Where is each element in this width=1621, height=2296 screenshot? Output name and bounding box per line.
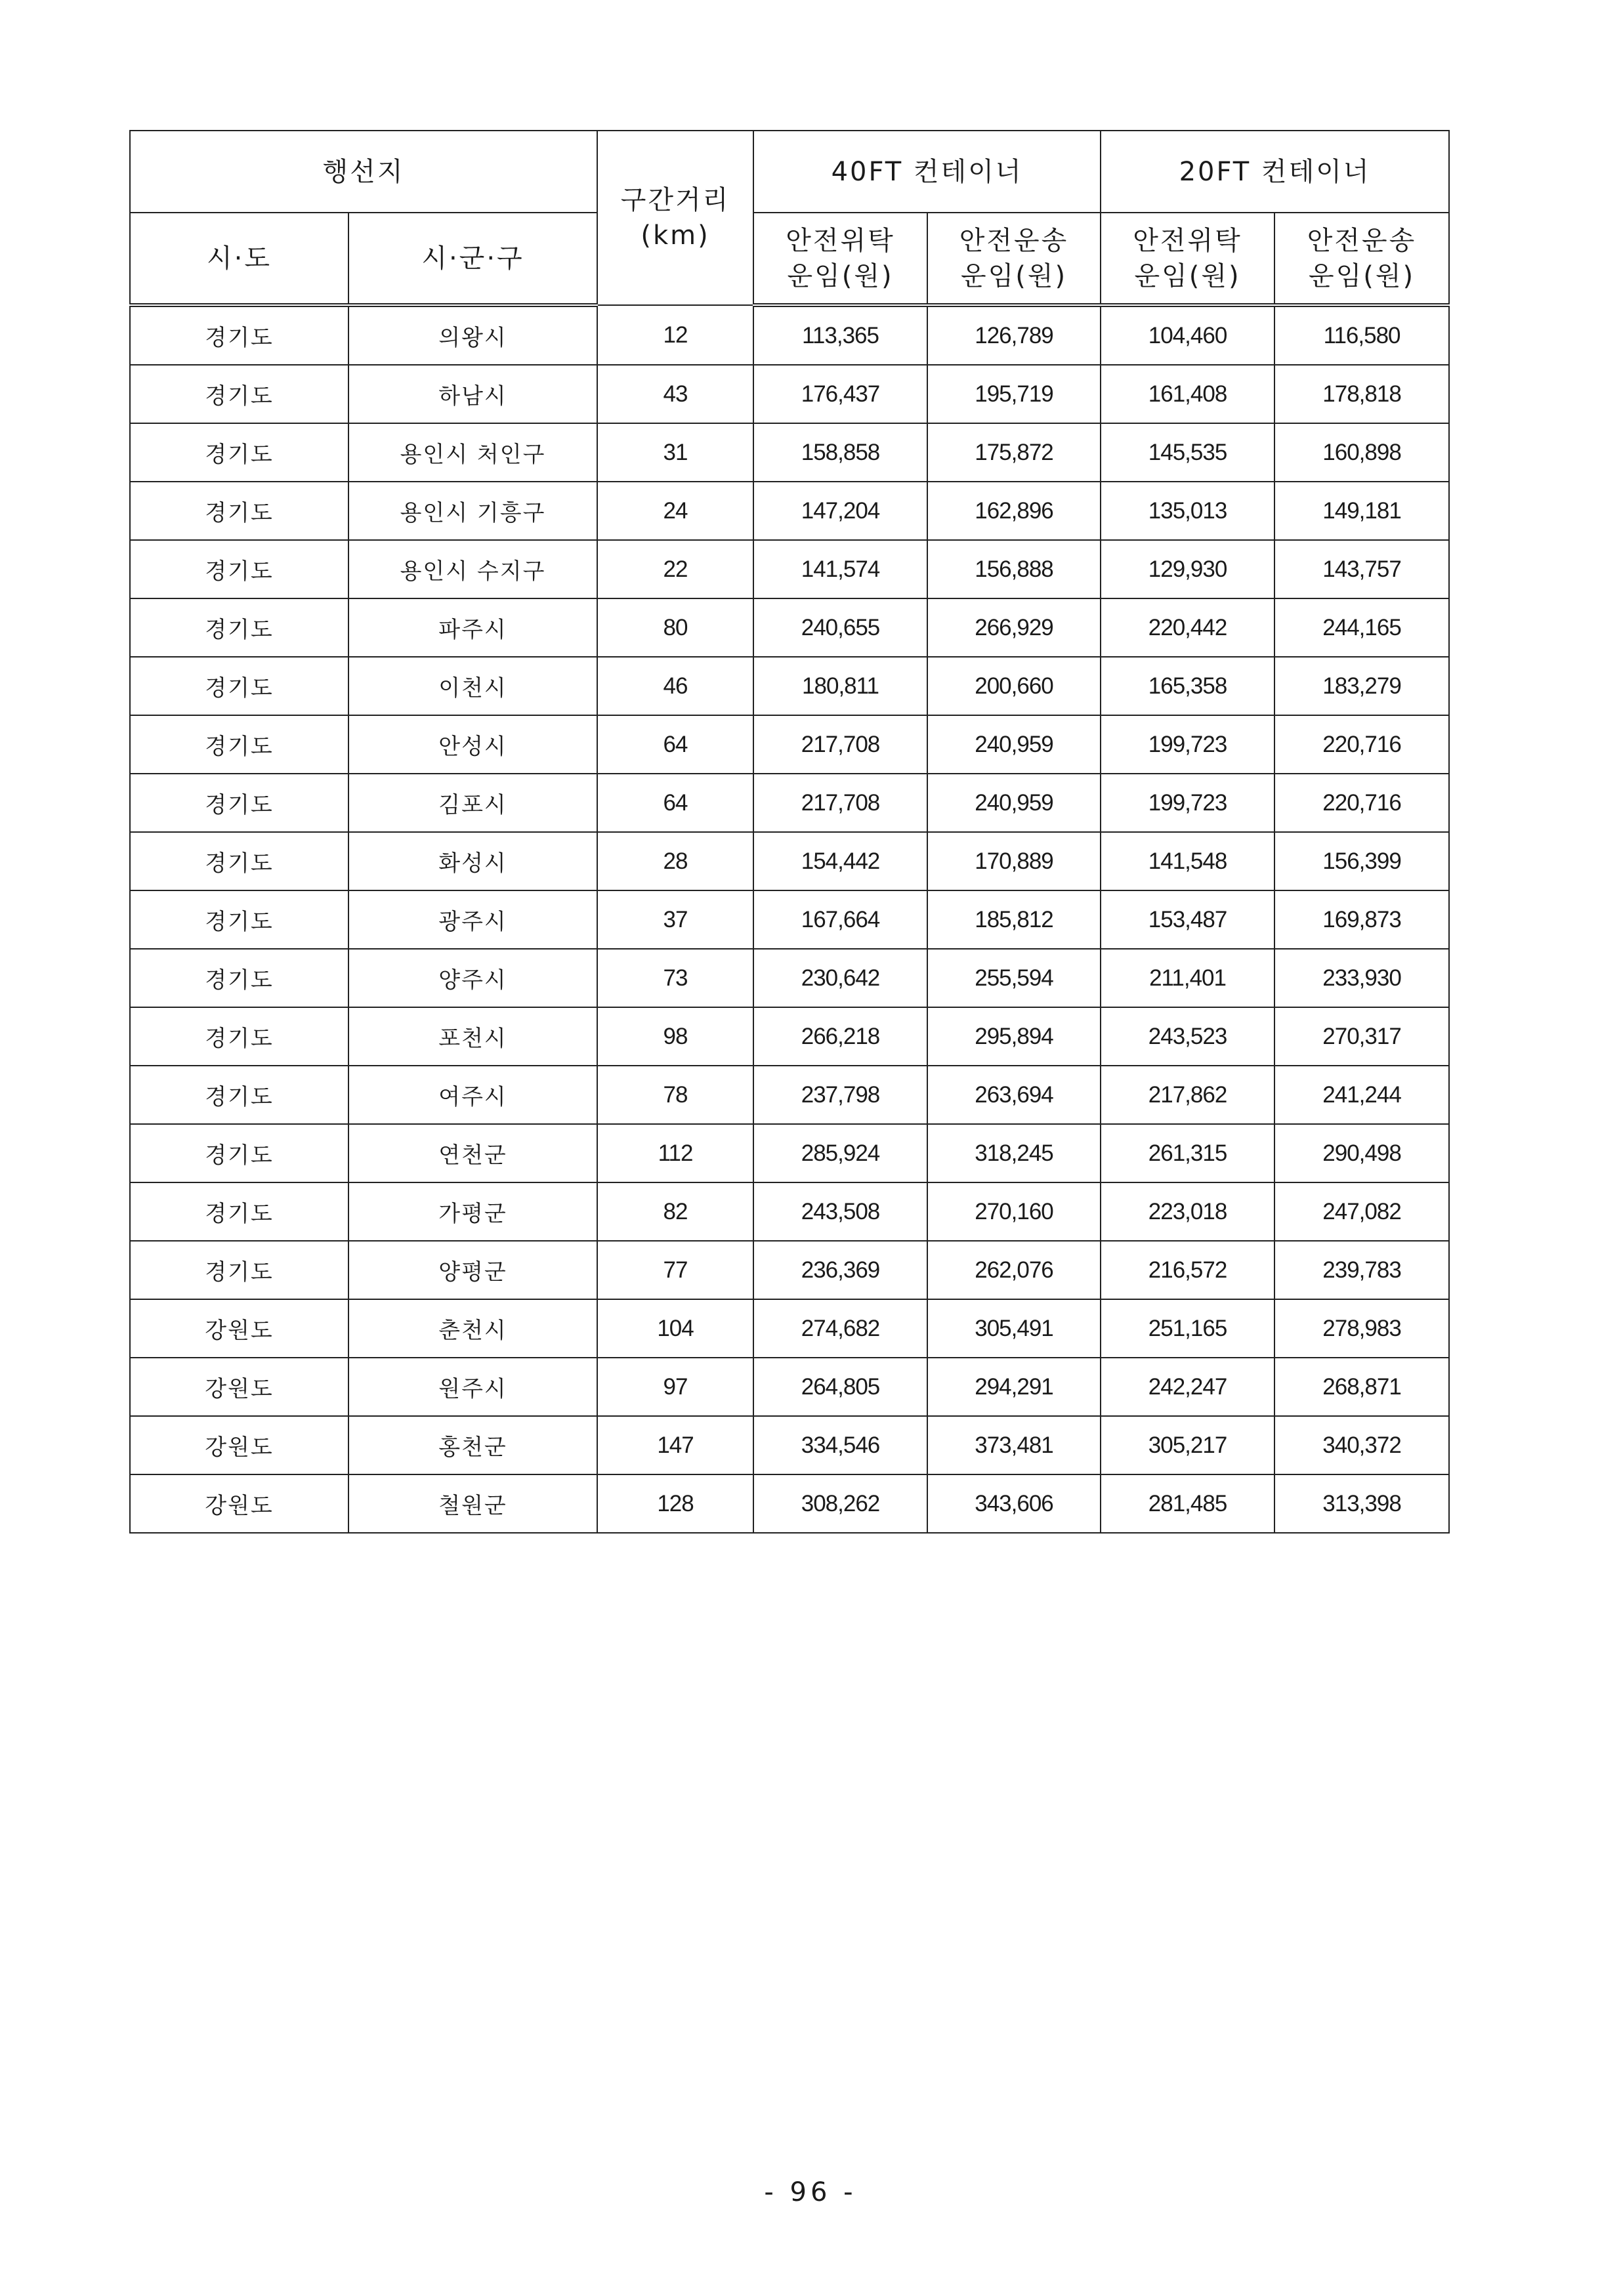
province-cell: 경기도: [130, 1066, 348, 1124]
ft20-transport-fare-cell: 143,757: [1274, 540, 1449, 598]
ft20-transport-fare-cell: 268,871: [1274, 1358, 1449, 1416]
ft40-transport-fare-cell: 195,719: [927, 365, 1101, 423]
ft40-transport-fare-cell: 200,660: [927, 657, 1101, 715]
distance-cell: 73: [597, 949, 753, 1007]
distance-header-label: 구간거리: [620, 185, 730, 215]
table-row: [130, 715, 1449, 774]
ft20-transport-fare-cell: 290,498: [1274, 1124, 1449, 1182]
ft40-consign-fare-cell: 240,655: [753, 598, 927, 657]
province-cell: 경기도: [130, 657, 348, 715]
distance-cell: 31: [597, 423, 753, 482]
ft40-transport-fare-cell: 162,896: [927, 482, 1101, 540]
ft20-transport-fare-cell: 220,716: [1274, 715, 1449, 774]
ft40-consign-fare-cell: 266,218: [753, 1007, 927, 1066]
province-cell: 경기도: [130, 540, 348, 598]
header-row-2: [130, 213, 1449, 305]
ft20-transport-header: [1274, 213, 1449, 305]
distance-cell: 97: [597, 1358, 753, 1416]
ft20-transport-fare-cell: 239,783: [1274, 1241, 1449, 1299]
consign-label: 안전위탁: [1133, 225, 1242, 256]
ft20-consign-fare-cell: 216,572: [1101, 1241, 1274, 1299]
ft20-consign-fare-cell: 251,165: [1101, 1299, 1274, 1358]
ft40-transport-fare-cell: 175,872: [927, 423, 1101, 482]
ft20-consign-fare-cell: 199,723: [1101, 715, 1274, 774]
ft40-transport-fare-cell: 240,959: [927, 774, 1101, 832]
fare-label: 운임(원): [787, 261, 894, 291]
consign-label: 안전위탁: [786, 225, 895, 256]
city-cell: 파주시: [348, 598, 597, 657]
ft20-transport-fare-cell: 241,244: [1274, 1066, 1449, 1124]
table-row: [130, 305, 1449, 365]
ft40-consign-header: [753, 213, 927, 305]
ft20-header: 20FT 컨테이너: [1101, 131, 1449, 213]
ft40-consign-fare-cell: 217,708: [753, 774, 927, 832]
distance-cell: 128: [597, 1474, 753, 1533]
ft40-consign-fare-cell: 176,437: [753, 365, 927, 423]
ft40-consign-fare-cell: 236,369: [753, 1241, 927, 1299]
ft20-consign-fare-cell: 217,862: [1101, 1066, 1274, 1124]
table-row: [130, 657, 1449, 715]
distance-cell: 80: [597, 598, 753, 657]
province-cell: 경기도: [130, 305, 348, 365]
ft20-consign-fare-cell: 153,487: [1101, 890, 1274, 949]
ft20-consign-fare-cell: 161,408: [1101, 365, 1274, 423]
table-row: [130, 1299, 1449, 1358]
fare-label: 운임(원): [960, 261, 1068, 291]
ft20-consign-fare-cell: 145,535: [1101, 423, 1274, 482]
ft20-transport-fare-cell: 233,930: [1274, 949, 1449, 1007]
table-row: [130, 482, 1449, 540]
city-cell: 안성시: [348, 715, 597, 774]
ft20-transport-fare-cell: 270,317: [1274, 1007, 1449, 1066]
city-cell: 원주시: [348, 1358, 597, 1416]
ft20-consign-fare-cell: 211,401: [1101, 949, 1274, 1007]
city-cell: 포천시: [348, 1007, 597, 1066]
page-number: - 96 -: [764, 2177, 857, 2207]
distance-cell: 112: [597, 1124, 753, 1182]
table-row: [130, 423, 1449, 482]
ft40-transport-fare-cell: 263,694: [927, 1066, 1101, 1124]
distance-cell: 43: [597, 365, 753, 423]
distance-cell: 147: [597, 1416, 753, 1474]
ft40-transport-fare-cell: 240,959: [927, 715, 1101, 774]
ft20-consign-fare-cell: 104,460: [1101, 305, 1274, 365]
ft20-consign-fare-cell: 261,315: [1101, 1124, 1274, 1182]
ft40-consign-fare-cell: 154,442: [753, 832, 927, 890]
ft20-consign-fare-cell: 305,217: [1101, 1416, 1274, 1474]
city-cell: 여주시: [348, 1066, 597, 1124]
province-cell: 강원도: [130, 1358, 348, 1416]
city-cell: 용인시 수지구: [348, 540, 597, 598]
fare-label: 운임(원): [1134, 261, 1241, 291]
ft20-consign-fare-cell: 242,247: [1101, 1358, 1274, 1416]
table-body: [130, 305, 1449, 1533]
ft20-transport-fare-cell: 244,165: [1274, 598, 1449, 657]
ft40-transport-fare-cell: 294,291: [927, 1358, 1101, 1416]
distance-cell: 77: [597, 1241, 753, 1299]
ft20-transport-fare-cell: 156,399: [1274, 832, 1449, 890]
province-cell: 강원도: [130, 1299, 348, 1358]
ft20-transport-fare-cell: 313,398: [1274, 1474, 1449, 1533]
transport-label: 안전운송: [959, 225, 1069, 256]
province-cell: 경기도: [130, 890, 348, 949]
table-row: [130, 1007, 1449, 1066]
table-row: [130, 890, 1449, 949]
ft20-consign-fare-cell: 135,013: [1101, 482, 1274, 540]
ft20-transport-fare-cell: 220,716: [1274, 774, 1449, 832]
ft40-consign-fare-cell: 334,546: [753, 1416, 927, 1474]
city-header: 시·군·구: [348, 213, 597, 305]
province-cell: 경기도: [130, 715, 348, 774]
distance-cell: 46: [597, 657, 753, 715]
destination-header: 행선지: [130, 131, 597, 213]
city-cell: 의왕시: [348, 305, 597, 365]
province-cell: 경기도: [130, 1241, 348, 1299]
ft40-consign-fare-cell: 274,682: [753, 1299, 927, 1358]
ft20-consign-header: [1101, 213, 1274, 305]
table-row: [130, 598, 1449, 657]
ft20-consign-fare-cell: 129,930: [1101, 540, 1274, 598]
ft40-consign-fare-cell: 147,204: [753, 482, 927, 540]
ft20-transport-fare-cell: 178,818: [1274, 365, 1449, 423]
ft40-transport-fare-cell: 185,812: [927, 890, 1101, 949]
distance-cell: 12: [597, 305, 753, 365]
ft40-consign-fare-cell: 285,924: [753, 1124, 927, 1182]
table-header: [130, 131, 1449, 305]
distance-header: [597, 131, 753, 305]
province-header: 시·도: [130, 213, 348, 305]
fare-label: 운임(원): [1308, 261, 1416, 291]
province-cell: 경기도: [130, 482, 348, 540]
fare-table: [129, 130, 1450, 1534]
table-row: [130, 1416, 1449, 1474]
distance-header-unit: (km): [641, 220, 710, 251]
city-cell: 광주시: [348, 890, 597, 949]
province-cell: 경기도: [130, 1124, 348, 1182]
province-cell: 경기도: [130, 423, 348, 482]
ft40-transport-fare-cell: 343,606: [927, 1474, 1101, 1533]
ft20-consign-fare-cell: 199,723: [1101, 774, 1274, 832]
distance-cell: 28: [597, 832, 753, 890]
ft20-consign-fare-cell: 243,523: [1101, 1007, 1274, 1066]
table-row: [130, 540, 1449, 598]
ft40-consign-fare-cell: 158,858: [753, 423, 927, 482]
table-row: [130, 1241, 1449, 1299]
ft40-consign-fare-cell: 113,365: [753, 305, 927, 365]
province-cell: 경기도: [130, 774, 348, 832]
ft40-transport-fare-cell: 266,929: [927, 598, 1101, 657]
transport-label: 안전운송: [1307, 225, 1417, 256]
ft20-transport-fare-cell: 278,983: [1274, 1299, 1449, 1358]
province-cell: 경기도: [130, 598, 348, 657]
ft20-consign-fare-cell: 281,485: [1101, 1474, 1274, 1533]
fare-table-container: [129, 130, 1448, 1534]
ft20-transport-fare-cell: 116,580: [1274, 305, 1449, 365]
ft20-transport-fare-cell: 169,873: [1274, 890, 1449, 949]
table-row: [130, 949, 1449, 1007]
province-cell: 강원도: [130, 1474, 348, 1533]
city-cell: 연천군: [348, 1124, 597, 1182]
distance-cell: 98: [597, 1007, 753, 1066]
city-cell: 하남시: [348, 365, 597, 423]
distance-cell: 82: [597, 1182, 753, 1241]
ft40-consign-fare-cell: 308,262: [753, 1474, 927, 1533]
province-cell: 경기도: [130, 365, 348, 423]
distance-cell: 37: [597, 890, 753, 949]
distance-cell: 104: [597, 1299, 753, 1358]
table-row: [130, 365, 1449, 423]
ft40-consign-fare-cell: 141,574: [753, 540, 927, 598]
city-cell: 철원군: [348, 1474, 597, 1533]
table-row: [130, 1182, 1449, 1241]
ft40-consign-fare-cell: 237,798: [753, 1066, 927, 1124]
ft40-transport-fare-cell: 262,076: [927, 1241, 1101, 1299]
city-cell: 춘천시: [348, 1299, 597, 1358]
distance-cell: 22: [597, 540, 753, 598]
province-cell: 경기도: [130, 949, 348, 1007]
table-row: [130, 1474, 1449, 1533]
ft20-consign-fare-cell: 223,018: [1101, 1182, 1274, 1241]
ft40-consign-fare-cell: 243,508: [753, 1182, 927, 1241]
province-cell: 경기도: [130, 1007, 348, 1066]
city-cell: 홍천군: [348, 1416, 597, 1474]
ft20-consign-fare-cell: 220,442: [1101, 598, 1274, 657]
city-cell: 양평군: [348, 1241, 597, 1299]
ft40-transport-fare-cell: 270,160: [927, 1182, 1101, 1241]
distance-cell: 64: [597, 774, 753, 832]
province-cell: 경기도: [130, 1182, 348, 1241]
city-cell: 가평군: [348, 1182, 597, 1241]
ft20-consign-fare-cell: 165,358: [1101, 657, 1274, 715]
ft40-consign-fare-cell: 230,642: [753, 949, 927, 1007]
ft20-transport-fare-cell: 183,279: [1274, 657, 1449, 715]
city-cell: 양주시: [348, 949, 597, 1007]
city-cell: 용인시 처인구: [348, 423, 597, 482]
table-row: [130, 1124, 1449, 1182]
distance-cell: 78: [597, 1066, 753, 1124]
city-cell: 용인시 기흥구: [348, 482, 597, 540]
ft40-transport-fare-cell: 170,889: [927, 832, 1101, 890]
ft20-transport-fare-cell: 247,082: [1274, 1182, 1449, 1241]
distance-cell: 24: [597, 482, 753, 540]
ft40-consign-fare-cell: 217,708: [753, 715, 927, 774]
ft40-transport-fare-cell: 156,888: [927, 540, 1101, 598]
header-row-1: [130, 131, 1449, 213]
ft40-transport-fare-cell: 126,789: [927, 305, 1101, 365]
ft40-consign-fare-cell: 180,811: [753, 657, 927, 715]
ft20-transport-fare-cell: 149,181: [1274, 482, 1449, 540]
ft40-transport-fare-cell: 318,245: [927, 1124, 1101, 1182]
ft20-consign-fare-cell: 141,548: [1101, 832, 1274, 890]
city-cell: 이천시: [348, 657, 597, 715]
ft40-transport-header: [927, 213, 1101, 305]
ft40-consign-fare-cell: 264,805: [753, 1358, 927, 1416]
table-row: [130, 832, 1449, 890]
province-cell: 강원도: [130, 1416, 348, 1474]
ft40-consign-fare-cell: 167,664: [753, 890, 927, 949]
table-row: [130, 1358, 1449, 1416]
ft40-transport-fare-cell: 373,481: [927, 1416, 1101, 1474]
province-cell: 경기도: [130, 832, 348, 890]
distance-cell: 64: [597, 715, 753, 774]
ft20-transport-fare-cell: 160,898: [1274, 423, 1449, 482]
city-cell: 화성시: [348, 832, 597, 890]
table-row: [130, 774, 1449, 832]
ft40-header: 40FT 컨테이너: [753, 131, 1101, 213]
ft40-transport-fare-cell: 305,491: [927, 1299, 1101, 1358]
ft40-transport-fare-cell: 255,594: [927, 949, 1101, 1007]
ft20-transport-fare-cell: 340,372: [1274, 1416, 1449, 1474]
table-row: [130, 1066, 1449, 1124]
city-cell: 김포시: [348, 774, 597, 832]
ft40-transport-fare-cell: 295,894: [927, 1007, 1101, 1066]
